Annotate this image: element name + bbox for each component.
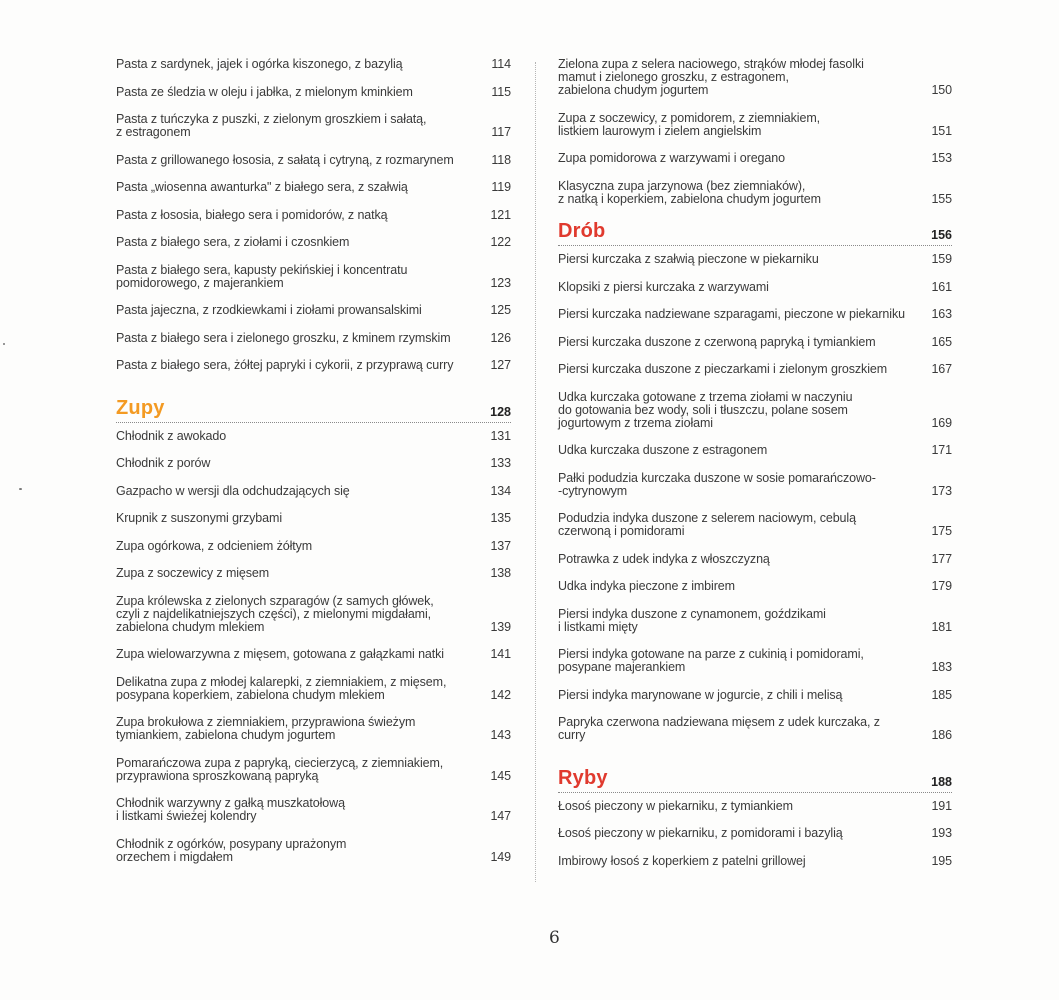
toc-entry: [558, 800, 952, 813]
toc-entry: [558, 648, 952, 674]
entry-page-number: 139: [490, 619, 511, 634]
entry-page-number: 186: [931, 728, 952, 742]
scan-speck: [3, 343, 5, 345]
entry-title: Łosoś pieczony w piekarniku, z pomidorami i bazylią: [558, 826, 843, 840]
entry-page-number: 123: [490, 275, 511, 290]
entry-page-number: 185: [931, 687, 952, 702]
toc-entry: [116, 540, 511, 553]
entry-title: Chłodnik z ogórków, posypany uprażonym orzechem i migdałem: [116, 836, 347, 864]
toc-entry: [558, 553, 952, 566]
toc-entry: [558, 308, 952, 321]
entry-title: Pasta z białego sera, z ziołami i czosnkiem: [116, 235, 350, 249]
section-page-number: 128: [490, 404, 511, 419]
toc-entry: [558, 472, 952, 498]
entry-page-number: 119: [491, 180, 511, 194]
toc-entry: [558, 512, 952, 538]
toc-entry: [558, 281, 952, 294]
toc-entry: [558, 580, 952, 593]
toc-entry: [116, 648, 511, 661]
entry-title: Pasta z łososia, białego sera i pomidorów, z natką: [116, 207, 388, 222]
entry-title: Imbirowy łosoś z koperkiem z patelni grillowej: [558, 853, 806, 868]
toc-entry: [116, 154, 511, 167]
toc-entry: [116, 595, 511, 634]
entry-page-number: 125: [490, 303, 511, 317]
toc-entry: [558, 444, 952, 457]
toc-entry: [116, 209, 511, 222]
entry-page-number: 175: [931, 524, 952, 538]
toc-entry: [116, 332, 511, 345]
entry-page-number: 193: [931, 826, 952, 840]
entry-title: Udka kurczaka gotowane z trzema ziołami w naczyniu do gotowania bez wody, soli i tłuszczu, polane sosem jogurtowym z trzema ziołami: [558, 389, 853, 430]
toc-entry: [558, 716, 952, 742]
left-intro-list: [116, 58, 511, 372]
entry-title: Pomarańczowa zupa z papryką, ciecierzycą, z ziemniakiem, przyprawiona sproszkowaną papryką: [116, 755, 444, 783]
entry-title: Zupa wielowarzywna z mięsem, gotowana z gałązkami natki: [116, 647, 444, 661]
entry-page-number: 133: [490, 456, 511, 470]
toc-entry: [558, 152, 952, 165]
section-title: Ryby: [558, 766, 608, 789]
entry-page-number: 137: [490, 538, 511, 553]
entry-title: Pasta jajeczna, z rzodkiewkami i ziołami prowansalskimi: [116, 303, 422, 317]
section-title: Drób: [558, 220, 606, 242]
toc-entry: [116, 264, 511, 290]
entry-page-number: 161: [931, 279, 952, 294]
entry-page-number: 135: [490, 511, 511, 525]
entry-page-number: 126: [490, 330, 511, 345]
entry-title: Pasta z białego sera i zielonego groszku, z kminem rzymskim: [116, 330, 451, 345]
zupy-list: [116, 430, 511, 864]
entry-title: Zupa królewska z zielonych szparagów (z samych główek, czyli z najdelikatniejszych części), z mielonymi migdałami, zabielona chudym mlekiem: [116, 593, 434, 634]
entry-title: Zupa ogórkowa, z odcieniem żółtym: [116, 538, 313, 553]
toc-entry: [116, 236, 511, 249]
toc-entry: [116, 457, 511, 470]
entry-title: Pasta „wiosenna awanturka" z białego sera, z szałwią: [116, 180, 408, 194]
entry-page-number: 114: [491, 57, 511, 71]
page-number: 6: [549, 928, 560, 948]
entry-title: Pasta z tuńczyka z puszki, z zielonym groszkiem i sałatą, z estragonem: [116, 112, 427, 139]
toc-entry: [558, 253, 952, 266]
entry-page-number: 147: [490, 809, 511, 823]
drob-list: [558, 253, 952, 742]
entry-title: Zupa pomidorowa z warzywami i oregano: [558, 151, 785, 165]
toc-entry: [558, 827, 952, 840]
entry-title: Potrawka z udek indyka z włoszczyzną: [558, 551, 770, 566]
ryby-list: [558, 800, 952, 868]
toc-entry: [558, 336, 952, 349]
entry-page-number: 117: [491, 125, 511, 139]
entry-title: Pasta ze śledzia w oleju i jabłka, z mielonym kminkiem: [116, 84, 413, 99]
toc-entry: [116, 757, 511, 783]
entry-title: Piersi indyka duszone z cynamonem, goździkami i listkami mięty: [558, 606, 826, 634]
entry-page-number: 155: [931, 191, 952, 206]
section-page-number: 156: [931, 228, 952, 242]
entry-title: Chłodnik warzywny z gałką muszkatołową i listkami świeżej kolendry: [116, 796, 345, 823]
entry-page-number: 121: [490, 207, 511, 222]
toc-right-column: [558, 58, 952, 882]
section-header-ryby: [558, 767, 952, 793]
entry-title: Piersi kurczaka duszone z pieczarkami i zielonym groszkiem: [558, 362, 888, 376]
toc-entry: [558, 363, 952, 376]
entry-page-number: 138: [490, 566, 511, 580]
entry-title: Podudzia indyka duszone z selerem naciowym, cebulą czerwoną i pomidorami: [558, 511, 856, 538]
entry-title: Chłodnik z awokado: [116, 428, 227, 443]
entry-page-number: 150: [931, 83, 952, 97]
entry-title: Zupa z soczewicy z mięsem: [116, 566, 270, 580]
entry-page-number: 167: [931, 362, 952, 376]
entry-page-number: 177: [931, 551, 952, 566]
entry-title: Zupa brokułowa z ziemniakiem, przyprawiona świeżym tymiankiem, zabielona chudym jogurtem: [116, 715, 416, 742]
entry-title: Udka kurczaka duszone z estragonem: [558, 443, 768, 457]
entry-page-number: 115: [491, 84, 511, 99]
entry-title: Łosoś pieczony w piekarniku, z tymiankiem: [558, 798, 793, 813]
entry-title: Klasyczna zupa jarzynowa (bez ziemniaków), z natką i koperkiem, zabielona chudym jogurtem: [558, 178, 821, 206]
toc-entry: [558, 391, 952, 430]
entry-title: Udka indyka pieczone z imbirem: [558, 579, 735, 593]
entry-title: Pałki podudzia kurczaka duszone w sosie pomarańczowo- -cytrynowym: [558, 470, 876, 498]
entry-title: Piersi indyka gotowane na parze z cukinią i pomidorami, posypane majerankiem: [558, 647, 864, 674]
entry-page-number: 191: [931, 798, 952, 813]
toc-entry: [558, 608, 952, 634]
entry-page-number: 127: [490, 358, 511, 372]
toc-entry: [558, 180, 952, 206]
entry-title: Krupnik z suszonymi grzybami: [116, 511, 283, 525]
entry-title: Chłodnik z porów: [116, 456, 211, 470]
toc-entry: [116, 797, 511, 823]
toc-entry: [558, 112, 952, 138]
entry-title: Pasta z grillowanego łososia, z sałatą i cytryną, z rozmarynem: [116, 152, 454, 167]
entry-title: Piersi kurczaka duszone z czerwoną papryką i tymiankiem: [558, 334, 876, 349]
toc-entry: [116, 181, 511, 194]
entry-page-number: 181: [931, 619, 952, 634]
section-title: Zupy: [116, 396, 165, 419]
entry-title: Zielona zupa z selera naciowego, strąków młodej fasolki mamut i zielonego groszku, z estragonem, zabielona chudym jogurtem: [558, 57, 864, 97]
entry-page-number: 171: [931, 443, 952, 457]
section-header-drob: [558, 220, 952, 246]
entry-title: Pasta z sardynek, jajek i ogórka kiszonego, z bazylią: [116, 57, 403, 71]
entry-page-number: 131: [490, 428, 511, 443]
entry-page-number: 142: [490, 687, 511, 702]
entry-page-number: 183: [931, 660, 952, 674]
column-divider: [535, 62, 536, 882]
toc-entry: [558, 58, 952, 97]
entry-title: Zupa z soczewicy, z pomidorem, z ziemniakiem, listkiem laurowym i zielem angielskim: [558, 110, 821, 138]
toc-left-column: [116, 58, 511, 878]
toc-entry: [116, 838, 511, 864]
toc-entry: [558, 689, 952, 702]
entry-title: Piersi indyka marynowane w jogurcie, z chili i melisą: [558, 687, 843, 702]
toc-entry: [558, 855, 952, 868]
section-page-number: 188: [931, 774, 952, 789]
entry-page-number: 151: [931, 123, 952, 138]
entry-page-number: 163: [931, 307, 952, 321]
entry-title: Papryka czerwona nadziewana mięsem z udek kurczaka, z curry: [558, 715, 880, 742]
entry-title: Piersi kurczaka z szałwią pieczone w piekarniku: [558, 252, 819, 266]
toc-entry: [116, 676, 511, 702]
entry-page-number: 195: [931, 853, 952, 868]
toc-entry: [116, 86, 511, 99]
section-header-zupy: [116, 397, 511, 423]
entry-page-number: 165: [931, 334, 952, 349]
entry-page-number: 149: [490, 849, 511, 864]
entry-title: Pasta z białego sera, kapusty pekińskiej i koncentratu pomidorowego, z majerankiem: [116, 262, 408, 290]
toc-entry: [116, 485, 511, 498]
toc-entry: [116, 304, 511, 317]
toc-entry: [116, 567, 511, 580]
scan-speck: [19, 488, 22, 490]
entry-page-number: 134: [490, 483, 511, 498]
entry-page-number: 143: [490, 728, 511, 742]
entry-title: Piersi kurczaka nadziewane szparagami, pieczone w piekarniku: [558, 307, 905, 321]
toc-entry: [116, 430, 511, 443]
toc-entry: [116, 58, 511, 71]
entry-title: Delikatna zupa z młodej kalarepki, z ziemniakiem, z mięsem, posypana koperkiem, zabielona chudym mlekiem: [116, 674, 447, 702]
entry-page-number: 122: [490, 235, 511, 249]
entry-page-number: 145: [490, 768, 511, 783]
toc-entry: [116, 716, 511, 742]
entry-page-number: 153: [931, 151, 952, 165]
entry-page-number: 173: [931, 483, 952, 498]
right-intro-list: [558, 58, 952, 206]
toc-entry: [116, 359, 511, 372]
entry-title: Pasta z białego sera, żółtej papryki i cykorii, z przyprawą curry: [116, 358, 454, 372]
toc-entry: [116, 113, 511, 139]
entry-page-number: 118: [491, 152, 511, 167]
entry-page-number: 179: [931, 579, 952, 593]
entry-title: Klopsiki z piersi kurczaka z warzywami: [558, 279, 769, 294]
toc-entry: [116, 512, 511, 525]
entry-title: Gazpacho w wersji dla odchudzających się: [116, 483, 350, 498]
entry-page-number: 169: [931, 415, 952, 430]
entry-page-number: 159: [931, 252, 952, 266]
entry-page-number: 141: [490, 647, 511, 661]
